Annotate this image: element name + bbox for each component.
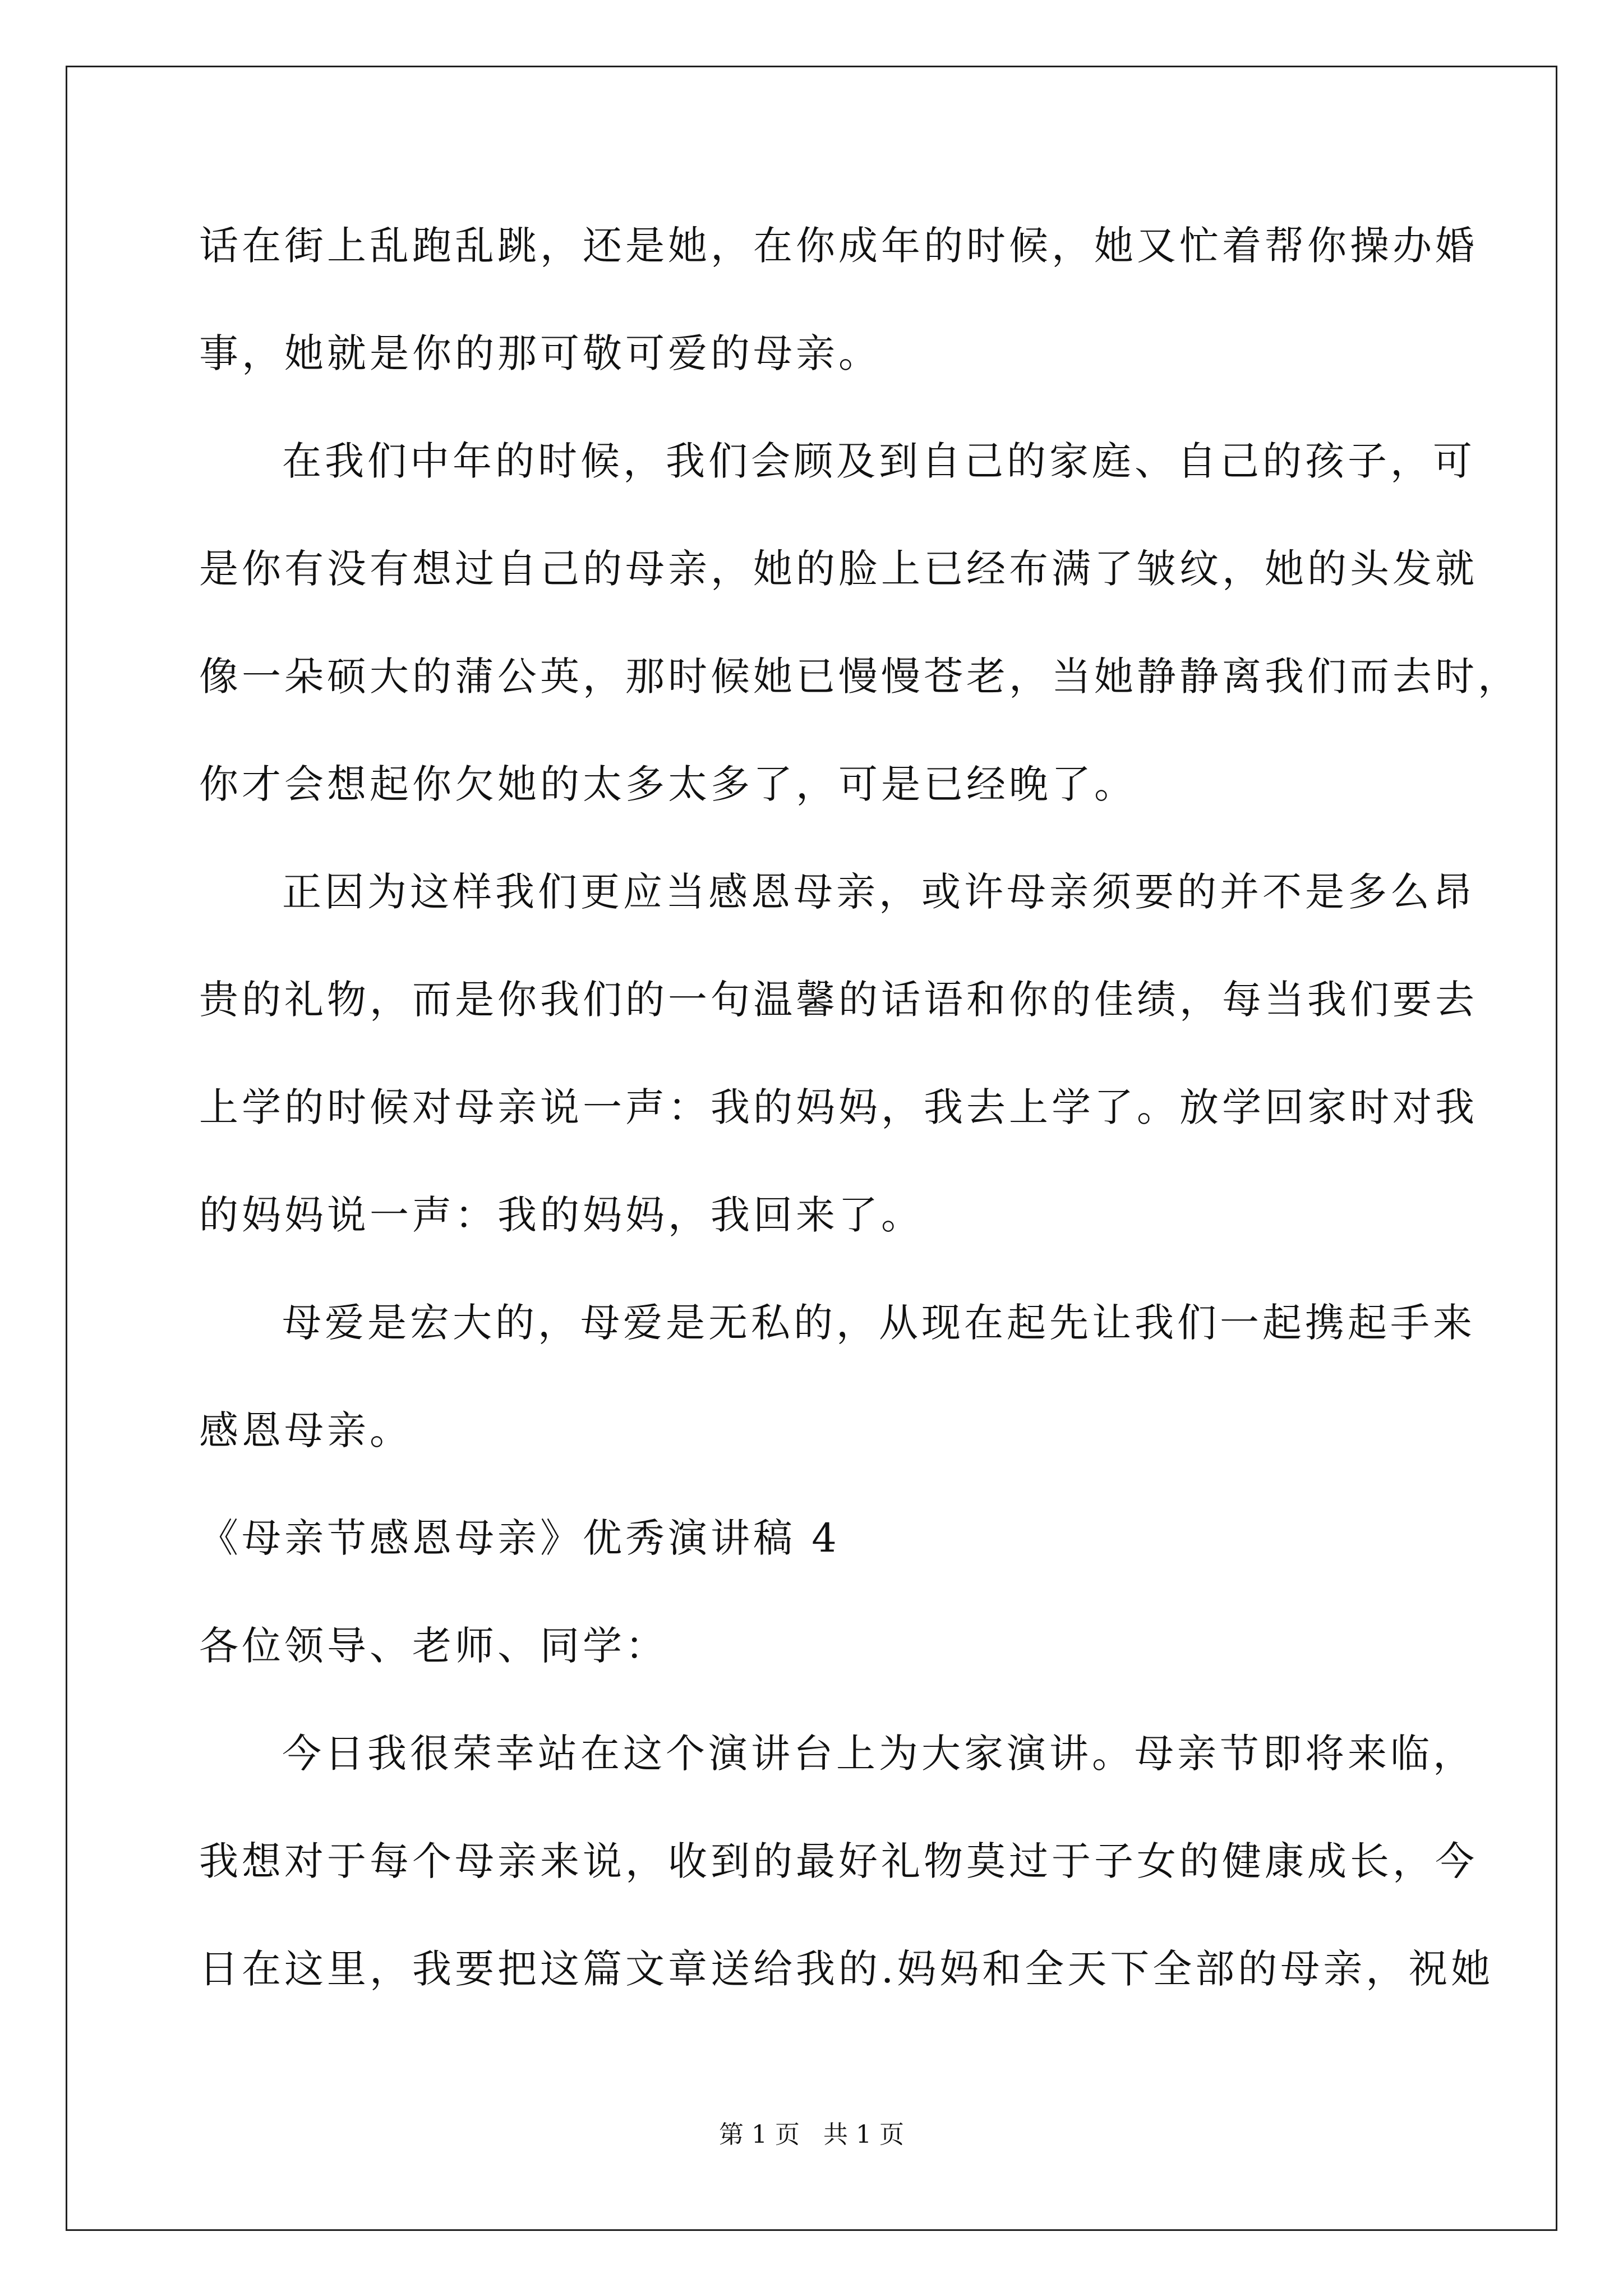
text-line: 我想对于每个母亲来说，收到的最好礼物莫过于子女的健康成长，今 — [199, 1838, 1478, 1884]
text-line: 贵的礼物，而是你我们的一句温馨的话语和你的佳绩，每当我们要去 — [199, 977, 1478, 1023]
text-line: 像一朵硕大的蒲公英，那时候她已慢慢苍老，当她静静离我们而去时， — [199, 654, 1520, 700]
paragraph-3 — [199, 865, 1478, 1296]
text-line: 是你有没有想过自己的母亲，她的脸上已经布满了皱纹，她的头发就 — [199, 546, 1478, 592]
paragraph-2 — [199, 434, 1520, 865]
page-footer: 第 1 页 共 1 页 — [719, 2120, 904, 2149]
text-line: 正因为这样我们更应当感恩母亲，或许母亲须要的并不是多么昂 — [282, 869, 1476, 915]
text-line: 你才会想起你欠她的太多太多了，可是已经晚了。 — [199, 761, 1137, 807]
paragraph-4 — [199, 1296, 1476, 1511]
paragraph-1 — [199, 219, 1478, 434]
document-body — [199, 219, 1520, 2050]
text-line: 母爱是宏大的，母爱是无私的，从现在起先让我们一起携起手来 — [282, 1300, 1476, 1346]
text-line: 上学的时候对母亲说一声：我的妈妈，我去上学了。放学回家时对我 — [199, 1084, 1478, 1130]
text-line: 感恩母亲。 — [199, 1407, 412, 1453]
text-line: 在我们中年的时候，我们会顾及到自己的家庭、自己的孩子，可 — [282, 438, 1476, 484]
text-line: 话在街上乱跑乱跳，还是她，在你成年的时候，她又忙着帮你操办婚 — [199, 223, 1478, 269]
salutation: 各位领导、老师、同学： — [199, 1623, 668, 1669]
text-line: 事，她就是你的那可敬可爱的母亲。 — [199, 330, 881, 376]
section-heading: 《母亲节感恩母亲》优秀演讲稿 4 — [199, 1515, 840, 1561]
paragraph-5 — [199, 1727, 1494, 2050]
text-line: 的妈妈说一声：我的妈妈，我回来了。 — [199, 1192, 924, 1238]
text-line: 日在这里，我要把这篇文章送给我的.妈妈和全天下全部的母亲，祝她 — [199, 1946, 1494, 1992]
text-line: 今日我很荣幸站在这个演讲台上为大家演讲。母亲节即将来临， — [282, 1731, 1476, 1777]
